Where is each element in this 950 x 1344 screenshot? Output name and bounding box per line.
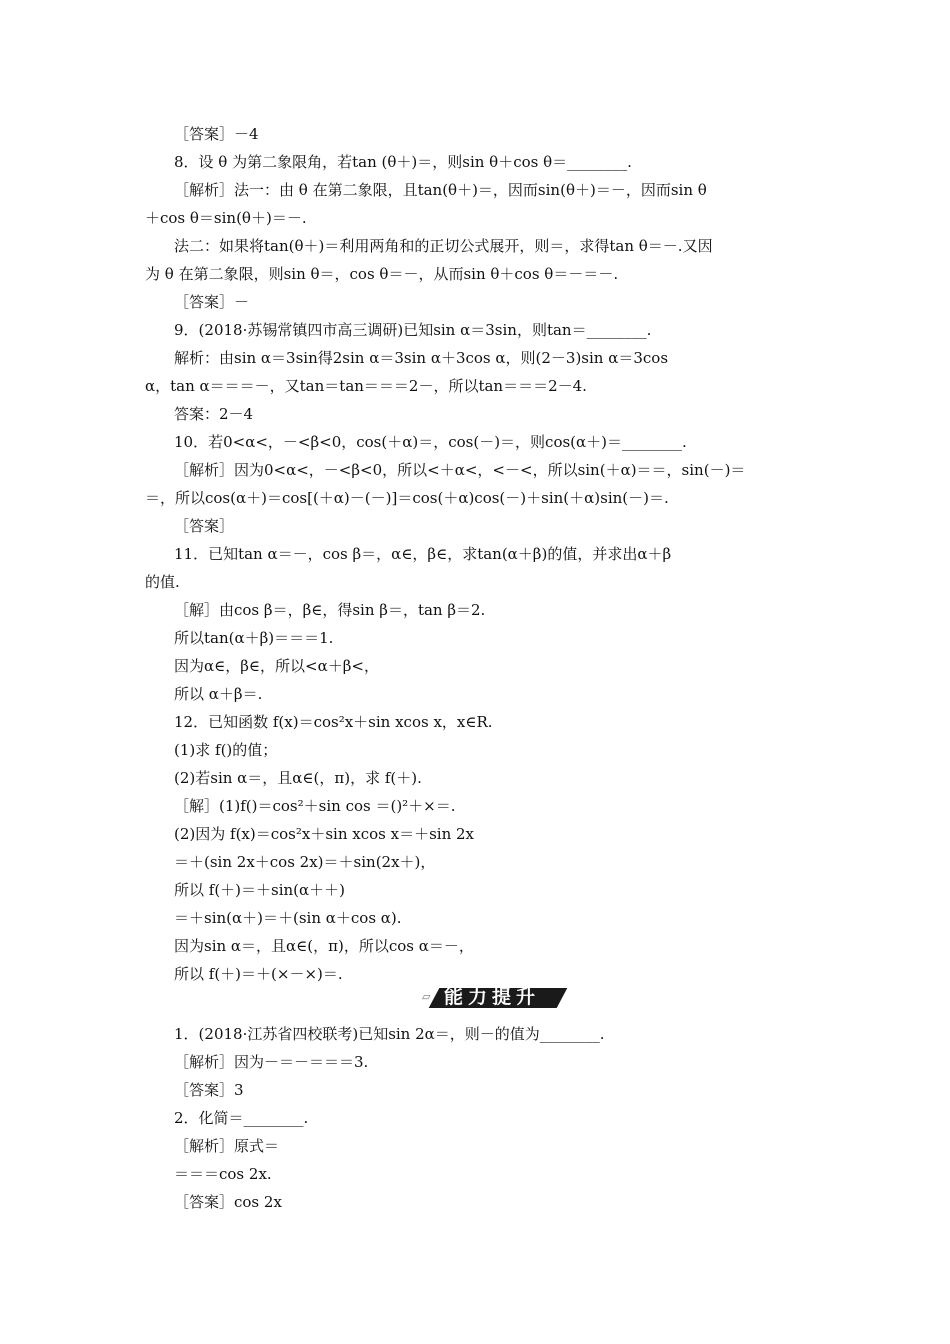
text-line: (1)求 f()的值； — [174, 741, 278, 759]
text-line: ［答案］－4 — [174, 125, 259, 143]
text-line: 解析：由sin α＝3sin得2sin α＝3sin α＋3cos α，则(2－3)sin α＝3cos — [174, 349, 669, 367]
text-line: 答案：2－4 — [174, 405, 254, 423]
text-line: ［答案］3 — [174, 1081, 244, 1099]
text-line: α，tan α＝＝＝－，又tan＝tan＝＝＝2－，所以tan＝＝＝2－4. — [145, 377, 587, 395]
text-line: 8．设 θ 为第二象限角，若tan (θ＋)＝，则sin θ＋cos θ＝________. — [174, 153, 632, 171]
section-title: 能力提升 — [444, 986, 541, 1008]
text-line: ［答案］cos 2x — [174, 1193, 282, 1211]
text-line: 的值. — [145, 573, 180, 591]
text-line: 法二：如果将tan(θ＋)＝利用两角和的正切公式展开，则＝，求得tan θ＝－.又因 — [174, 237, 713, 255]
text-line: 11．已知tan α＝－，cos β＝，α∈，β∈，求tan(α＋β)的值，并求出α＋β — [174, 545, 672, 563]
text-line: ［解析］因为－＝－＝＝＝3. — [174, 1053, 369, 1071]
text-line: 为 θ 在第二象限，则sin θ＝，cos θ＝－，从而sin θ＋cos θ＝－＝－. — [145, 265, 619, 283]
text-line: 1．(2018·江苏省四校联考)已知sin 2α＝，则－的值为________. — [174, 1025, 605, 1043]
text-line: (2)因为 f(x)＝cos²x＋sin xcos x＝＋sin 2x — [174, 825, 475, 843]
decorative-mark-icon: ▱ — [422, 990, 431, 1003]
text-line: 因为α∈，β∈，所以<α＋β<， — [174, 657, 379, 675]
text-line: 所以tan(α＋β)＝＝＝1. — [174, 629, 334, 647]
text-line: ［解］由cos β＝，β∈，得sin β＝，tan β＝2. — [174, 601, 486, 619]
text-line: ＋cos θ＝sin(θ＋)＝－. — [145, 209, 307, 227]
text-line: ＝＝＝cos 2x. — [174, 1165, 272, 1183]
text-line: ［解析］原式＝ — [174, 1137, 280, 1155]
text-line: 所以 f(＋)＝＋sin(α＋＋) — [174, 881, 346, 899]
text-line: ＝，所以cos(α＋)＝cos[(＋α)－(－)]＝cos(＋α)cos(－)＋sin(＋α)sin(－)＝. — [145, 489, 669, 507]
text-line: ［解析］法一：由 θ 在第二象限，且tan(θ＋)＝，因而sin(θ＋)＝－，因而sin θ — [174, 181, 707, 199]
section-banner — [422, 984, 568, 1010]
text-line: 12．已知函数 f(x)＝cos²x＋sin xcos x，x∈R. — [174, 713, 493, 731]
text-line: ＝＋sin(α＋)＝＋(sin α＋cos α). — [174, 909, 402, 927]
text-line: ［解析］因为0<α<，－<β<0，所以<＋α<，<－<，所以sin(＋α)＝＝，sin(－)＝ — [174, 461, 746, 479]
text-line: ［解］(1)f()＝cos²＋sin cos ＝()²＋×＝. — [174, 797, 456, 815]
text-line: ［答案］－ — [174, 293, 250, 311]
text-line: 因为sin α＝，且α∈(，π)，所以cos α＝－， — [174, 937, 474, 955]
text-line: (2)若sin α＝，且α∈(，π)，求 f(＋). — [174, 769, 422, 787]
text-line: 所以 f(＋)＝＋(×－×)＝. — [174, 965, 343, 983]
text-line: ＝＋(sin 2x＋cos 2x)＝＋sin(2x＋)， — [174, 853, 436, 871]
text-line: 所以 α＋β＝. — [174, 685, 263, 703]
text-line: ［答案］ — [174, 517, 235, 535]
text-line: 2．化简＝________. — [174, 1109, 309, 1127]
text-line: 9．(2018·苏锡常镇四市高三调研)已知sin α＝3sin，则tan＝________. — [174, 321, 652, 339]
text-line: 10．若0<α<，－<β<0，cos(＋α)＝，cos(－)＝，则cos(α＋)＝________. — [174, 433, 687, 451]
